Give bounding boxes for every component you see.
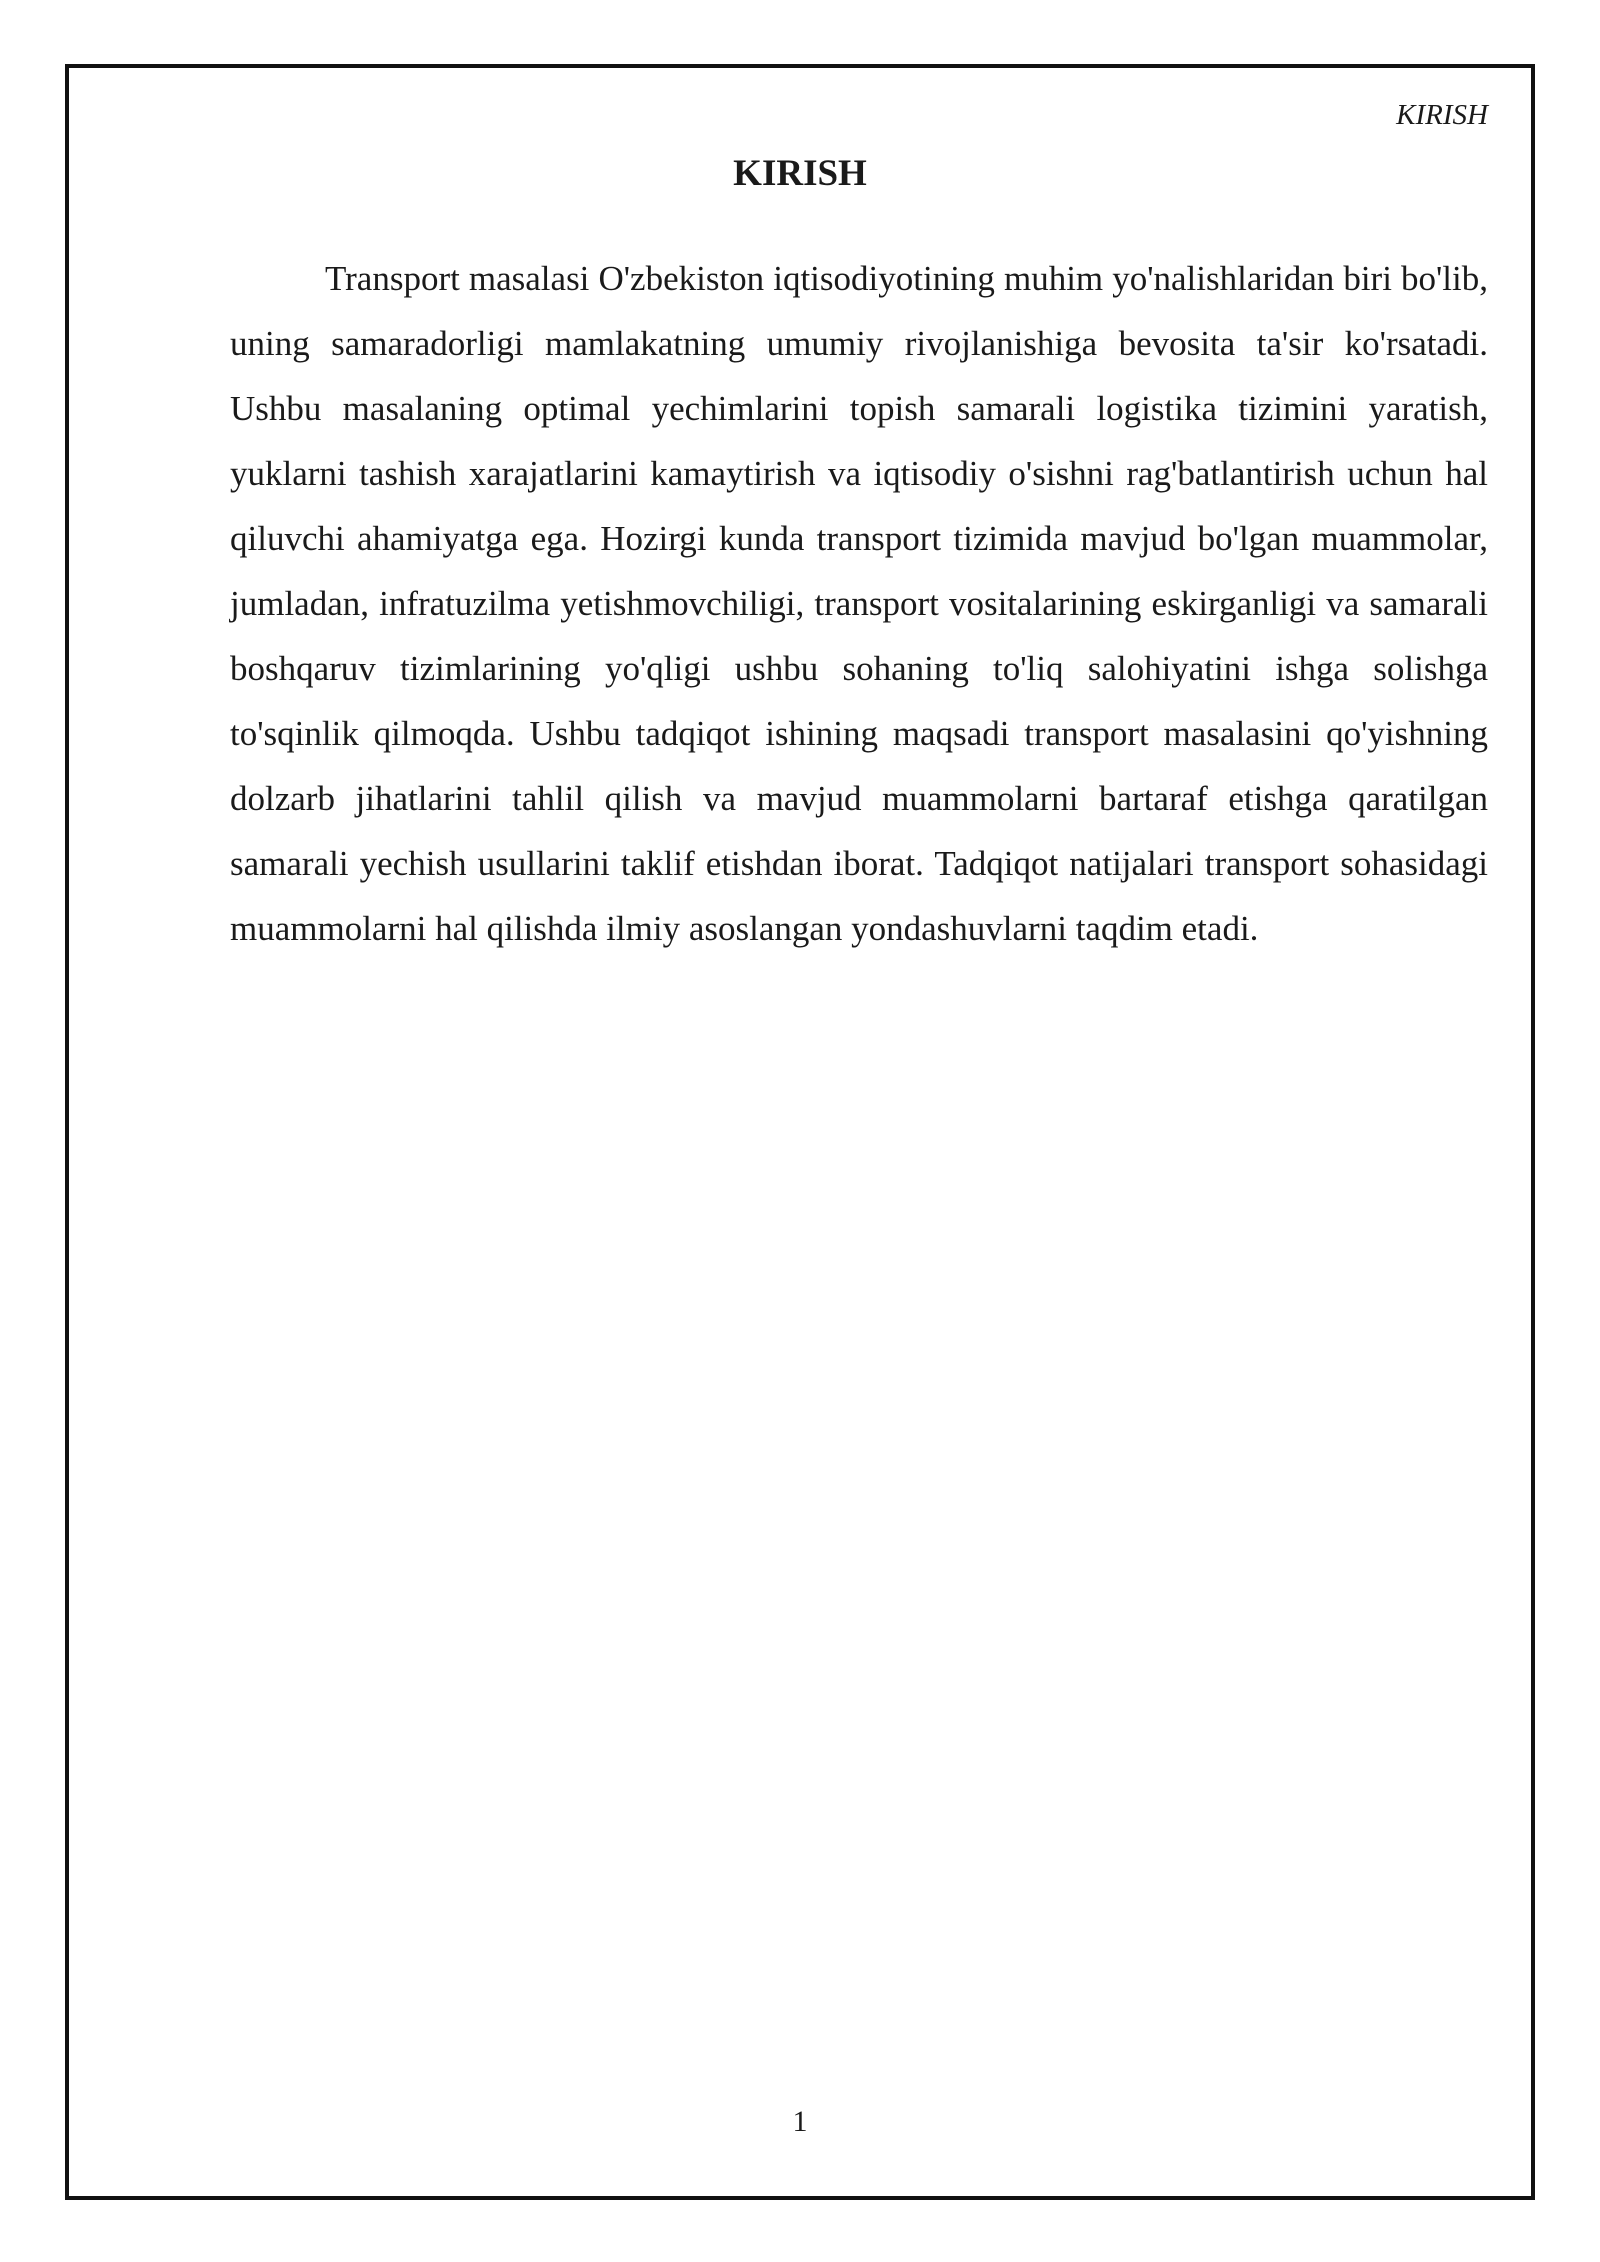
page-number: 1 [792, 2105, 808, 2138]
page-title: KIRISH [733, 153, 867, 194]
running-header: KIRISH [1396, 99, 1488, 131]
body-paragraph: Transport masalasi O'zbekiston iqtisodiyotining muhim yo'nalishlaridan biri bo'lib, uning samaradorligi mamlakatning umumiy rivojlanishiga bevosita ta'sir ko'rsatadi. Ushbu masalaning optimal yechimlarini topish samarali logistika tizimini yaratish, yuklarni tashish xarajatlarini kamaytirish va iqtisodiy o'sishni rag'batlantirish uchun hal qiluvchi ahamiyatga ega. Hozirgi kunda transport tizimida mavjud bo'lgan muammolar, jumladan, infratuzilma yetishmovchiligi, transport vositalarining eskirganligi va samarali boshqaruv tizimlarining yo'qligi ushbu sohaning to'liq salohiyatini ishga solishga to'sqinlik qilmoqda. Ushbu tadqiqot ishining maqsadi transport masalasini qo'yishning dolzarb jihatlarini tahlil qilish va mavjud muammolarni bartaraf etishga qaratilgan samarali yechish usullarini taklif etishdan iborat. Tadqiqot natijalari transport sohasidagi muammolarni hal qilishda ilmiy asoslangan yondashuvlarni taqdim etadi. [230, 259, 1488, 948]
